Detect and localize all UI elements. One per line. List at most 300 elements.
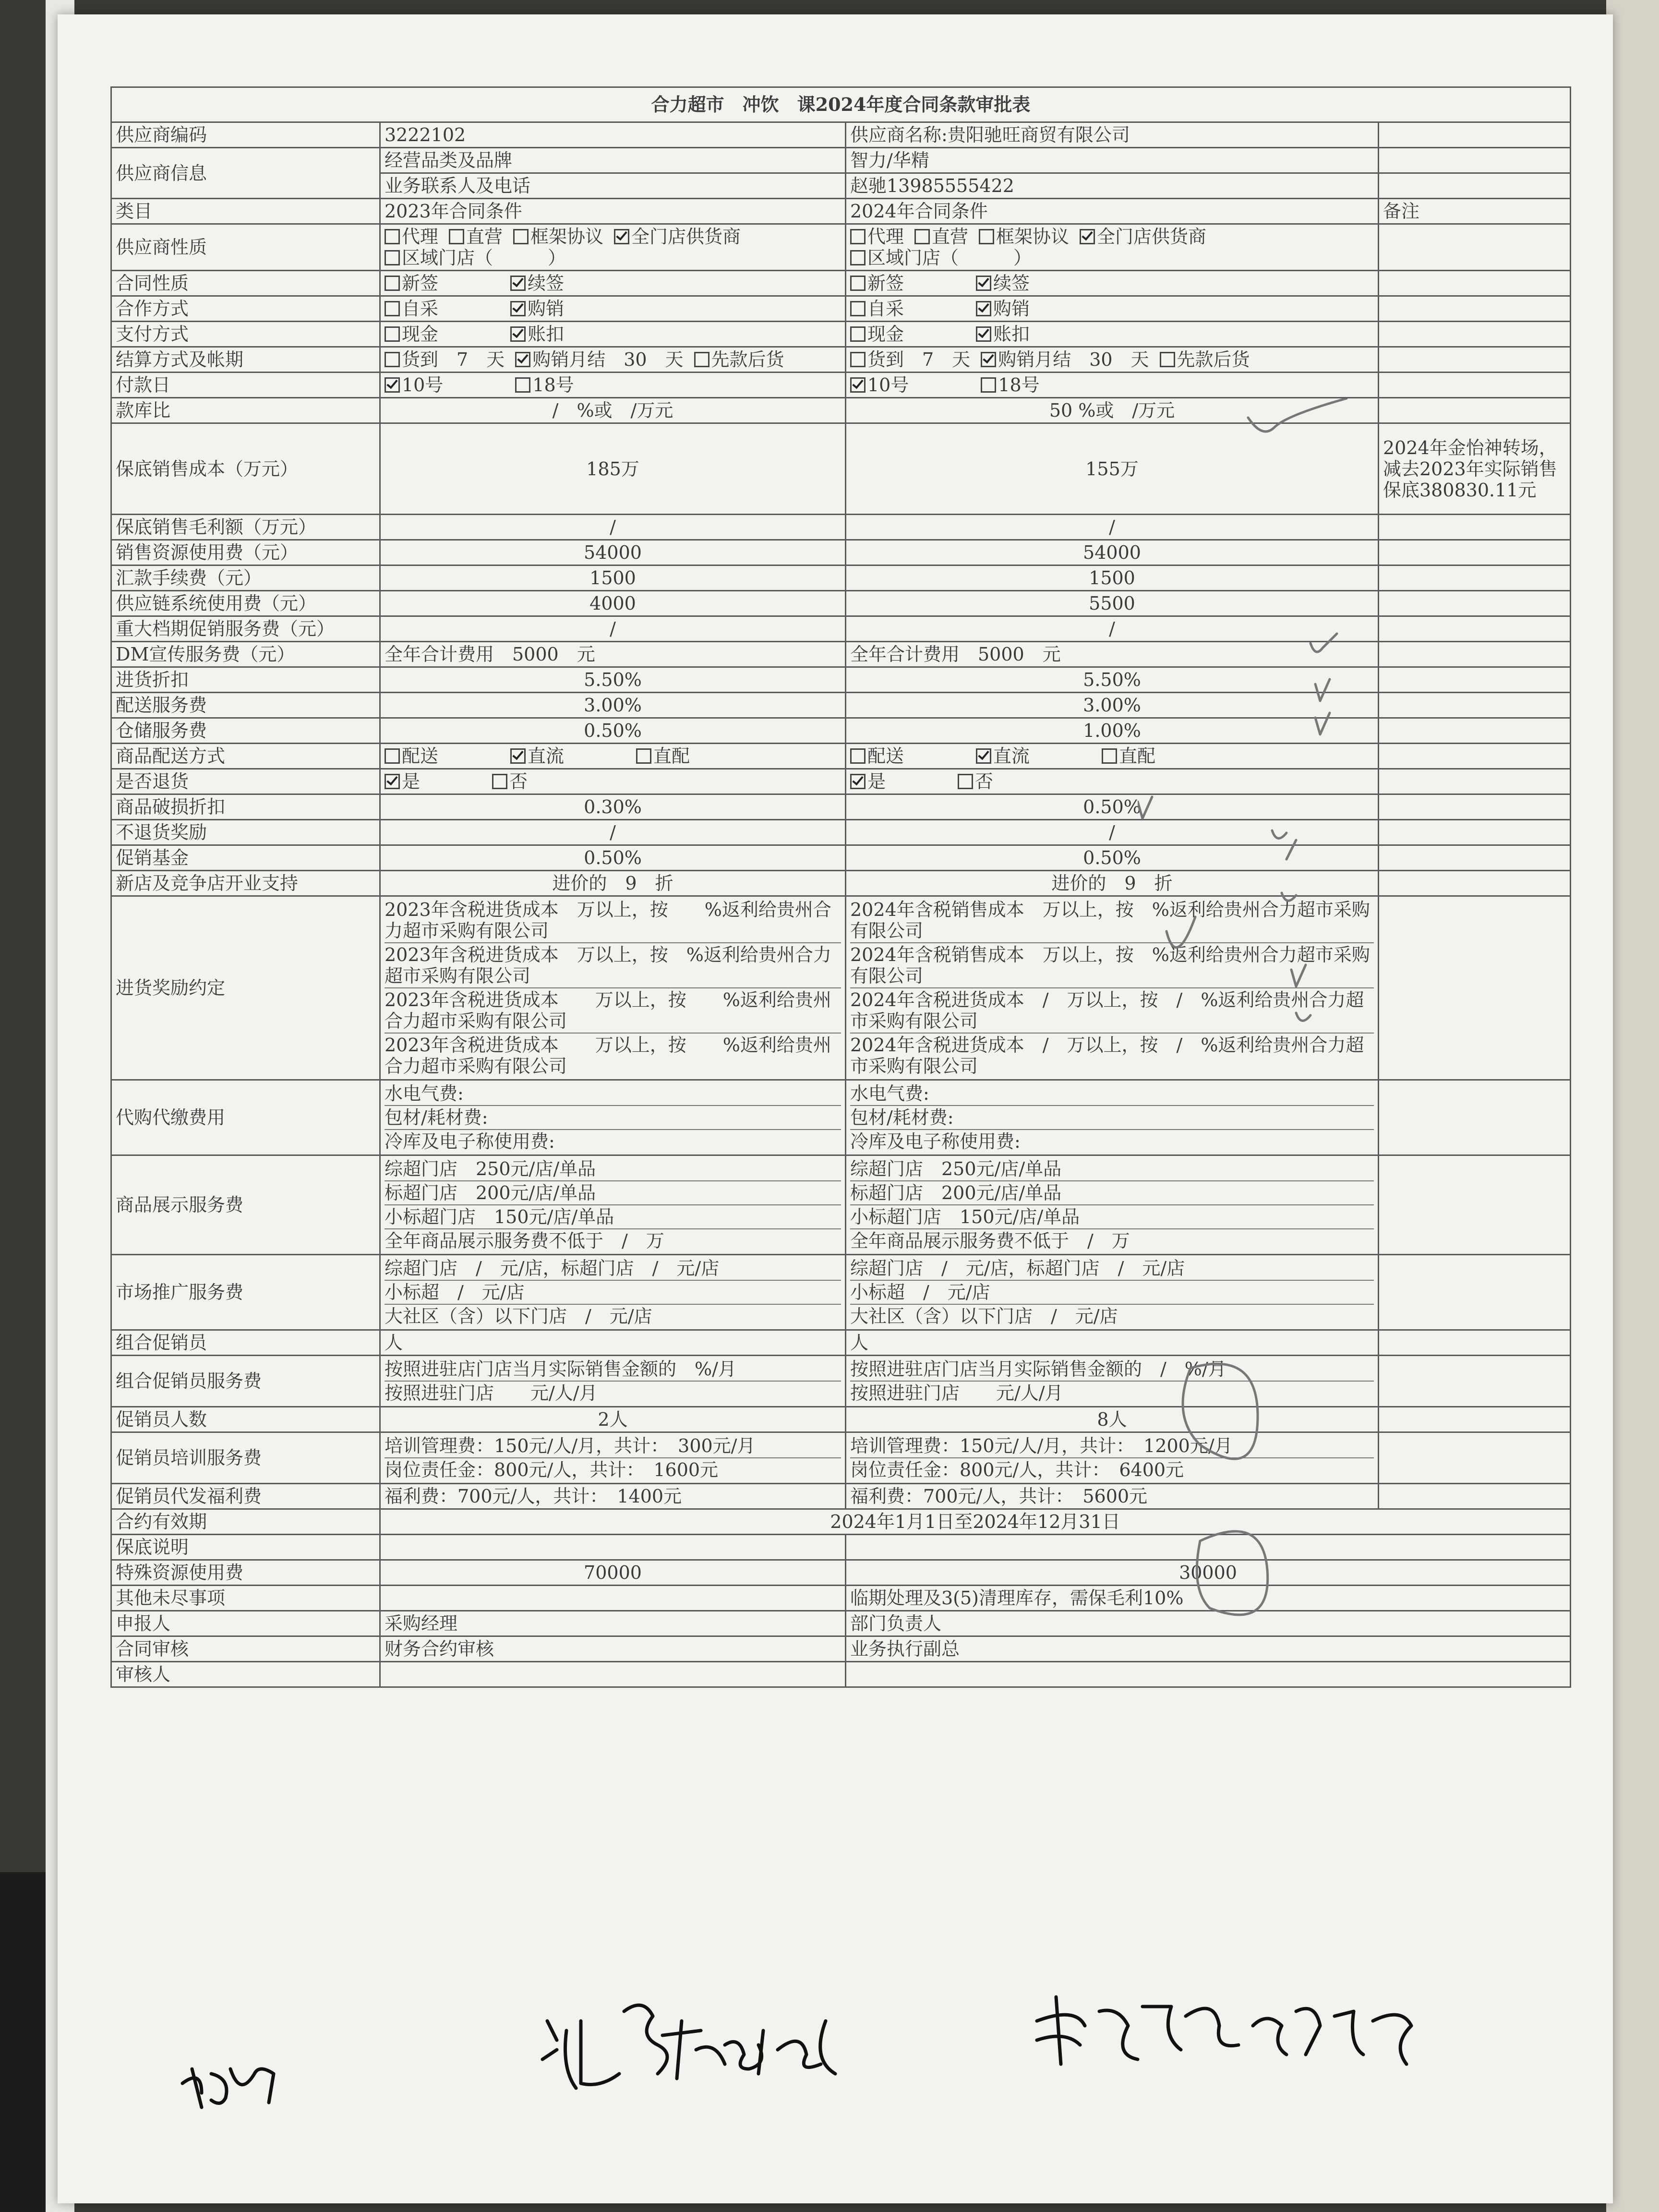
promo-fee-2023 xyxy=(380,1255,846,1330)
fee-label: 重大档期促销服务费（元） xyxy=(111,616,380,642)
checkbox-option xyxy=(850,374,909,396)
checked-box-icon xyxy=(976,276,991,291)
pct2-2024: 0.50% xyxy=(846,794,1379,820)
combo-fee-line: 按照进驻店门店当月实际销售金额的 %/月 xyxy=(385,1358,841,1382)
checkbox-label: 新签 xyxy=(867,273,904,294)
checkbox-option xyxy=(385,349,505,370)
delivery-2024 xyxy=(846,744,1379,769)
combo-fee-line: 按照进驻门店 元/人/月 xyxy=(385,1382,598,1404)
checkbox-label: 18号 xyxy=(998,374,1040,396)
empty-cell xyxy=(1379,718,1571,744)
pct2-label: 促销基金 xyxy=(111,845,380,871)
rebate-2023-line: 2023年含税进货成本 万以上，按 %返利给贵州合力超市采购有限公司 xyxy=(385,898,841,943)
dm-fee-2023: 全年合计费用 5000 元 xyxy=(380,642,846,667)
promo-fee-line: 小标超 / 元/店 xyxy=(850,1281,1374,1305)
validity-value: 2024年1月1日至2024年12月31日 xyxy=(380,1509,1571,1535)
empty-cell xyxy=(1379,1356,1571,1407)
checkbox-option xyxy=(492,771,528,792)
stock-ratio-2024: 50 %或 /万元 xyxy=(846,398,1379,423)
checkbox-label: 全门店供货商 xyxy=(1097,226,1207,247)
empty-box-icon xyxy=(492,774,507,789)
display-fee-2023 xyxy=(380,1155,846,1255)
checkbox-option xyxy=(515,374,574,396)
promo-fee-line: 综超门店 / 元/店，标超门店 / 元/店 xyxy=(850,1257,1374,1281)
checkbox-label: 区域门店（ ） xyxy=(867,247,1032,268)
checkbox-option xyxy=(1080,226,1206,247)
empty-cell xyxy=(1379,373,1571,398)
pct2-2024: / xyxy=(846,820,1379,845)
empty-cell xyxy=(1379,398,1571,423)
pct2-2023: 进价的 9 折 xyxy=(380,871,846,896)
checkbox-option xyxy=(510,745,564,767)
display-fee-label: 商品展示服务费 xyxy=(111,1155,380,1255)
empty-box-icon xyxy=(914,229,930,244)
fee-label: 供应链系统使用费（元） xyxy=(111,591,380,616)
empty-cell xyxy=(1379,148,1571,173)
combo-fee-line: 按照进驻门店 元/人/月 xyxy=(850,1382,1063,1404)
empty-box-icon xyxy=(385,229,400,244)
empty-box-icon xyxy=(515,377,530,393)
welfare-label: 促销员代发福利费 xyxy=(111,1484,380,1509)
contact: 赵驰13985555422 xyxy=(846,173,1379,199)
checkbox-option xyxy=(510,298,564,319)
checked-box-icon xyxy=(515,352,530,367)
pct2-2023: / xyxy=(380,820,846,845)
checkbox-option xyxy=(510,273,564,294)
rebate-2024-line: 2024年含税销售成本 万以上，按 %返利给贵州合力超市采购有限公司 xyxy=(850,898,1374,943)
fee-row xyxy=(111,591,1571,616)
pct2-row xyxy=(111,845,1571,871)
checkbox-label: 框架协议 xyxy=(530,226,604,247)
returns-label: 是否退货 xyxy=(111,769,380,794)
finance-review-label: 财务合约审核 xyxy=(380,1636,846,1662)
checkbox-label: 账扣 xyxy=(528,324,565,345)
returns-2023 xyxy=(380,769,846,794)
display-fee-line: 综超门店 250元/店/单品 xyxy=(850,1157,1374,1181)
checkbox-label: 先款后货 xyxy=(711,349,784,370)
empty-box-icon xyxy=(850,250,866,265)
checkbox-label: 先款后货 xyxy=(1177,349,1250,370)
fee-label: 保底销售毛利额（万元） xyxy=(111,515,380,540)
checkbox-label: 直营 xyxy=(932,226,969,247)
dm-fee-2024: 全年合计费用 5000 元 xyxy=(846,642,1379,667)
checkbox-label: 代理 xyxy=(402,226,439,247)
empty-box-icon xyxy=(449,229,464,244)
empty-cell xyxy=(1379,642,1571,667)
empty-cell xyxy=(1379,322,1571,347)
fee-row xyxy=(111,540,1571,565)
pay-day-label: 付款日 xyxy=(111,373,380,398)
pct2-2023: 0.30% xyxy=(380,794,846,820)
empty-cell xyxy=(1379,1484,1571,1509)
empty-cell xyxy=(1379,1432,1571,1484)
rebate-2023-line: 2023年含税进货成本 万以上，按 %返利给贵州合力超市采购有限公司 xyxy=(385,943,841,988)
empty-cell xyxy=(1379,347,1571,373)
checkbox-label: 新签 xyxy=(402,273,439,294)
settlement-2023 xyxy=(380,347,846,373)
fee-2023: 1500 xyxy=(380,565,846,591)
empty-cell xyxy=(380,1586,846,1611)
combo-staff-label: 组合促销员 xyxy=(111,1330,380,1356)
combo-staff-2024: 人 xyxy=(846,1330,1379,1356)
checkbox-option xyxy=(976,298,1030,319)
pct-2023: 0.50% xyxy=(380,718,846,744)
supplier-nature-2023 xyxy=(380,224,846,271)
checked-box-icon xyxy=(976,301,991,316)
delivery-label: 商品配送方式 xyxy=(111,744,380,769)
checkbox-option xyxy=(958,771,993,792)
fee-2024: 54000 xyxy=(846,540,1379,565)
checkbox-option xyxy=(850,247,1032,268)
checkbox-option xyxy=(976,324,1030,345)
checkbox-label: 购销 xyxy=(993,298,1030,319)
fee-row xyxy=(111,616,1571,642)
empty-cell xyxy=(380,1535,846,1560)
checkbox-option xyxy=(981,374,1039,396)
pay-day-2024 xyxy=(846,373,1379,398)
guaranteed-cost-2024: 155万 xyxy=(846,423,1379,515)
empty-cell xyxy=(1379,693,1571,718)
checked-box-icon xyxy=(510,276,526,291)
checked-box-icon xyxy=(850,377,866,393)
empty-cell xyxy=(846,1662,1571,1687)
pct-row xyxy=(111,718,1571,744)
fee-2023: 54000 xyxy=(380,540,846,565)
other-label: 其他未尽事项 xyxy=(111,1586,380,1611)
empty-cell xyxy=(1379,296,1571,322)
empty-box-icon xyxy=(850,352,866,367)
checkbox-label: 是 xyxy=(867,771,886,792)
checkbox-option xyxy=(614,226,741,247)
checkbox-option xyxy=(636,745,690,767)
checkbox-label: 购销月结 30 天 xyxy=(998,349,1149,370)
validity-label: 合约有效期 xyxy=(111,1509,380,1535)
empty-cell xyxy=(1379,616,1571,642)
payment-mode-2024 xyxy=(846,322,1379,347)
empty-cell xyxy=(1379,1155,1571,1255)
display-fee-line: 综超门店 250元/店/单品 xyxy=(385,1157,841,1181)
checkbox-option xyxy=(850,273,904,294)
display-fee-2024 xyxy=(846,1155,1379,1255)
empty-box-icon xyxy=(850,229,866,244)
checkbox-option xyxy=(513,226,603,247)
background-wall xyxy=(1606,0,1659,2212)
combo-staff-2023: 人 xyxy=(380,1330,846,1356)
empty-cell xyxy=(1379,173,1571,199)
empty-box-icon xyxy=(850,326,866,342)
checkbox-label: 货到 7 天 xyxy=(867,349,971,370)
checked-box-icon xyxy=(976,326,991,342)
empty-box-icon xyxy=(513,229,529,244)
checkbox-label: 续签 xyxy=(528,273,565,294)
checkbox-option xyxy=(981,349,1149,370)
staff-count-label: 促销员人数 xyxy=(111,1407,380,1432)
purchase-manager-signature xyxy=(538,1992,883,2107)
checkbox-option xyxy=(976,273,1030,294)
empty-box-icon xyxy=(850,748,866,764)
proxy-fee-line: 水电气费: xyxy=(385,1082,841,1106)
checkbox-label: 购销月结 30 天 xyxy=(532,349,684,370)
checkbox-label: 代理 xyxy=(867,226,904,247)
display-fee-line: 全年商品展示服务费不低于 / 万 xyxy=(385,1230,664,1251)
stock-ratio-label: 款库比 xyxy=(111,398,380,423)
contract-review-label: 合同审核 xyxy=(111,1636,380,1662)
fee-2023: / xyxy=(380,515,846,540)
training-line: 培训管理费：150元/人/月，共计： 1200元/月 xyxy=(850,1434,1374,1458)
guaranteed-cost-remark: 2024年金怡神转场，减去2023年实际销售保底380830.11元 xyxy=(1379,423,1571,515)
promo-fee-2024 xyxy=(846,1255,1379,1330)
empty-box-icon xyxy=(1160,352,1175,367)
supplier-name: 贵阳驰旺商贸有限公司 xyxy=(947,124,1130,145)
checkbox-option xyxy=(1102,745,1155,767)
supplier-name-cell xyxy=(846,122,1379,148)
applicant-signature xyxy=(178,2055,283,2112)
contract-nature-2023 xyxy=(380,271,846,296)
fee-2024: 1500 xyxy=(846,565,1379,591)
empty-cell xyxy=(380,1662,846,1687)
proxy-fee-line: 包材/耗材费: xyxy=(385,1106,841,1130)
rebate-2024-line: 2024年含税销售成本 万以上，按 %返利给贵州合力超市采购有限公司 xyxy=(850,943,1374,988)
pct2-2024: 0.50% xyxy=(846,845,1379,871)
rebate-label: 进货奖励约定 xyxy=(111,896,380,1080)
supplier-name-label: 供应商名称: xyxy=(850,124,948,145)
empty-box-icon xyxy=(385,352,400,367)
pay-day-2023 xyxy=(380,373,846,398)
proxy-fee-line: 包材/耗材费: xyxy=(850,1106,1374,1130)
pct2-2023: 0.50% xyxy=(380,845,846,871)
checkbox-option xyxy=(850,298,904,319)
checkbox-label: 货到 7 天 xyxy=(402,349,505,370)
pct-2024: 5.50% xyxy=(846,667,1379,693)
empty-box-icon xyxy=(981,377,996,393)
checkbox-option xyxy=(850,771,886,792)
checkbox-option xyxy=(385,745,438,767)
category-brand-label: 经营品类及品牌 xyxy=(380,148,846,173)
checkbox-label: 18号 xyxy=(532,374,574,396)
header-2023: 2023年合同条件 xyxy=(380,199,846,224)
settlement-2024 xyxy=(846,347,1379,373)
returns-2024 xyxy=(846,769,1379,794)
empty-box-icon xyxy=(385,250,400,265)
checkbox-label: 10号 xyxy=(402,374,444,396)
dm-fee-label: DM宣传服务费（元） xyxy=(111,642,380,667)
checkbox-option xyxy=(914,226,968,247)
promo-fee-line: 大社区（含）以下门店 / 元/店 xyxy=(385,1306,652,1327)
pct2-2024: 进价的 9 折 xyxy=(846,871,1379,896)
empty-cell xyxy=(1379,224,1571,271)
fee-label: 汇款手续费（元） xyxy=(111,565,380,591)
empty-cell xyxy=(1379,845,1571,871)
pct-row xyxy=(111,693,1571,718)
checkbox-label: 区域门店（ ） xyxy=(402,247,566,268)
training-label: 促销员培训服务费 xyxy=(111,1432,380,1484)
empty-box-icon xyxy=(694,352,709,367)
dept-head-label: 部门负责人 xyxy=(846,1611,1571,1636)
fee-label: 销售资源使用费（元） xyxy=(111,540,380,565)
fee-2024: / xyxy=(846,515,1379,540)
proxy-fee-line: 冷库及电子称使用费: xyxy=(385,1131,555,1152)
pct2-label: 不退货奖励 xyxy=(111,820,380,845)
promo-fee-line: 大社区（含）以下门店 / 元/店 xyxy=(850,1306,1118,1327)
training-2023 xyxy=(380,1432,846,1484)
checked-box-icon xyxy=(614,229,629,244)
checkbox-label: 直营 xyxy=(466,226,503,247)
promo-fee-label: 市场推广服务费 xyxy=(111,1255,380,1330)
rebate-2024-line: 2024年含税进货成本 / 万以上，按 / %返利给贵州合力超市采购有限公司 xyxy=(850,988,1374,1034)
empty-cell xyxy=(1379,871,1571,896)
display-fee-line: 标超门店 200元/店/单品 xyxy=(385,1181,841,1205)
pct2-label: 商品破损折扣 xyxy=(111,794,380,820)
checkbox-label: 直配 xyxy=(653,745,690,767)
empty-box-icon xyxy=(385,748,400,764)
pct-label: 进货折扣 xyxy=(111,667,380,693)
rebate-2024-line: 2024年含税进货成本 / 万以上，按 / %返利给贵州合力超市采购有限公司 xyxy=(850,1034,1364,1077)
checkbox-label: 配送 xyxy=(867,745,904,767)
checked-box-icon xyxy=(981,352,996,367)
checkbox-label: 否 xyxy=(509,771,528,792)
checked-box-icon xyxy=(385,774,400,789)
checkbox-label: 是 xyxy=(402,771,421,792)
empty-cell xyxy=(1379,540,1571,565)
checkbox-option xyxy=(385,226,438,247)
combo-fee-2023 xyxy=(380,1356,846,1407)
pct-label: 仓储服务费 xyxy=(111,718,380,744)
pct-2023: 3.00% xyxy=(380,693,846,718)
supplier-code: 3222102 xyxy=(380,122,846,148)
welfare-2023: 福利费：700元/人，共计： 1400元 xyxy=(380,1484,846,1509)
fee-2023: 4000 xyxy=(380,591,846,616)
checkbox-option xyxy=(976,745,1030,767)
category-brand: 智力/华精 xyxy=(846,148,1379,173)
pct-2024: 3.00% xyxy=(846,693,1379,718)
checked-box-icon xyxy=(1080,229,1095,244)
empty-box-icon xyxy=(979,229,994,244)
fee-row xyxy=(111,515,1571,540)
checkbox-label: 否 xyxy=(975,771,994,792)
empty-cell xyxy=(846,1535,1571,1560)
resource-fee-2024: 30000 xyxy=(846,1560,1571,1586)
checkbox-option xyxy=(979,226,1069,247)
empty-cell xyxy=(1379,820,1571,845)
contact-label: 业务联系人及电话 xyxy=(380,173,846,199)
empty-cell xyxy=(1379,896,1571,1080)
checkbox-option xyxy=(850,324,904,345)
applicant-label: 申报人 xyxy=(111,1611,380,1636)
checkbox-label: 框架协议 xyxy=(996,226,1070,247)
training-line: 岗位责任金：800元/人，共计： 6400元 xyxy=(850,1459,1184,1480)
checkbox-label: 10号 xyxy=(867,374,909,396)
checked-box-icon xyxy=(976,748,991,764)
empty-box-icon xyxy=(385,326,400,342)
contract-nature-label: 合同性质 xyxy=(111,271,380,296)
checkbox-option xyxy=(385,771,420,792)
staff-count-2024: 8人 xyxy=(846,1407,1379,1432)
checkbox-option xyxy=(1160,349,1250,370)
display-fee-line: 小标超门店 150元/店/单品 xyxy=(385,1205,841,1229)
guarantee-note-label: 保底说明 xyxy=(111,1535,380,1560)
empty-cell xyxy=(1379,667,1571,693)
combo-fee-label: 组合促销员服务费 xyxy=(111,1356,380,1407)
payment-mode-label: 支付方式 xyxy=(111,322,380,347)
checkbox-label: 现金 xyxy=(402,324,439,345)
checkbox-label: 直流 xyxy=(528,745,565,767)
empty-cell xyxy=(1379,794,1571,820)
proxy-fee-2023 xyxy=(380,1080,846,1155)
checked-box-icon xyxy=(850,774,866,789)
empty-box-icon xyxy=(1102,748,1117,764)
checkbox-label: 续签 xyxy=(993,273,1030,294)
checked-box-icon xyxy=(510,326,526,342)
proxy-fee-2024 xyxy=(846,1080,1379,1155)
empty-box-icon xyxy=(958,774,973,789)
rebate-2024 xyxy=(846,896,1379,1080)
display-fee-line: 小标超门店 150元/店/单品 xyxy=(850,1205,1374,1229)
checkbox-option xyxy=(850,226,904,247)
delivery-2023 xyxy=(380,744,846,769)
checkbox-label: 配送 xyxy=(402,745,439,767)
display-fee-line: 标超门店 200元/店/单品 xyxy=(850,1181,1374,1205)
empty-cell xyxy=(1379,515,1571,540)
pct-2023: 5.50% xyxy=(380,667,846,693)
empty-cell xyxy=(1379,271,1571,296)
proxy-fee-label: 代购代缴费用 xyxy=(111,1080,380,1155)
checkbox-option xyxy=(385,273,438,294)
payment-mode-2023 xyxy=(380,322,846,347)
checked-box-icon xyxy=(510,301,526,316)
checkbox-option xyxy=(385,298,438,319)
checkbox-label: 自采 xyxy=(867,298,904,319)
empty-box-icon xyxy=(385,276,400,291)
empty-cell xyxy=(1379,1255,1571,1330)
proxy-fee-line: 水电气费: xyxy=(850,1082,1374,1106)
contract-nature-2024 xyxy=(846,271,1379,296)
empty-cell xyxy=(1379,122,1571,148)
checkbox-option xyxy=(385,374,443,396)
coop-mode-2023 xyxy=(380,296,846,322)
training-line: 培训管理费：150元/人/月，共计： 300元/月 xyxy=(385,1434,841,1458)
header-2024: 2024年合同条件 xyxy=(846,199,1379,224)
empty-box-icon xyxy=(850,276,866,291)
checkbox-option xyxy=(449,226,503,247)
checkbox-label: 自采 xyxy=(402,298,439,319)
fee-2023: / xyxy=(380,616,846,642)
combo-fee-line: 按照进驻店门店当月实际销售金额的 / %/月 xyxy=(850,1358,1374,1382)
coop-mode-2024 xyxy=(846,296,1379,322)
checkbox-option xyxy=(385,324,438,345)
header-remark: 备注 xyxy=(1379,199,1571,224)
checked-box-icon xyxy=(510,748,526,764)
checkbox-option xyxy=(850,349,970,370)
proxy-fee-line: 冷库及电子称使用费: xyxy=(850,1131,1021,1152)
empty-cell xyxy=(1379,1407,1571,1432)
empty-cell xyxy=(1379,591,1571,616)
approval-form-sheet xyxy=(58,14,1613,2203)
checkbox-label: 购销 xyxy=(528,298,565,319)
exec-vp-label: 业务执行副总 xyxy=(846,1636,1571,1662)
promo-fee-line: 综超门店 / 元/店，标超门店 / 元/店 xyxy=(385,1257,841,1281)
form-title: 合力超市 冲饮 课2024年度合同条款审批表 xyxy=(111,87,1571,122)
empty-cell xyxy=(1379,1330,1571,1356)
empty-cell xyxy=(1379,769,1571,794)
checkbox-label: 账扣 xyxy=(993,324,1030,345)
empty-cell xyxy=(1379,1080,1571,1155)
guaranteed-cost-label: 保底销售成本（万元） xyxy=(111,423,380,515)
fee-row xyxy=(111,565,1571,591)
staff-count-2023: 2人 xyxy=(380,1407,846,1432)
checkbox-label: 直流 xyxy=(993,745,1030,767)
contract-approval-table xyxy=(110,86,1571,1688)
display-fee-line: 全年商品展示服务费不低于 / 万 xyxy=(850,1230,1130,1251)
